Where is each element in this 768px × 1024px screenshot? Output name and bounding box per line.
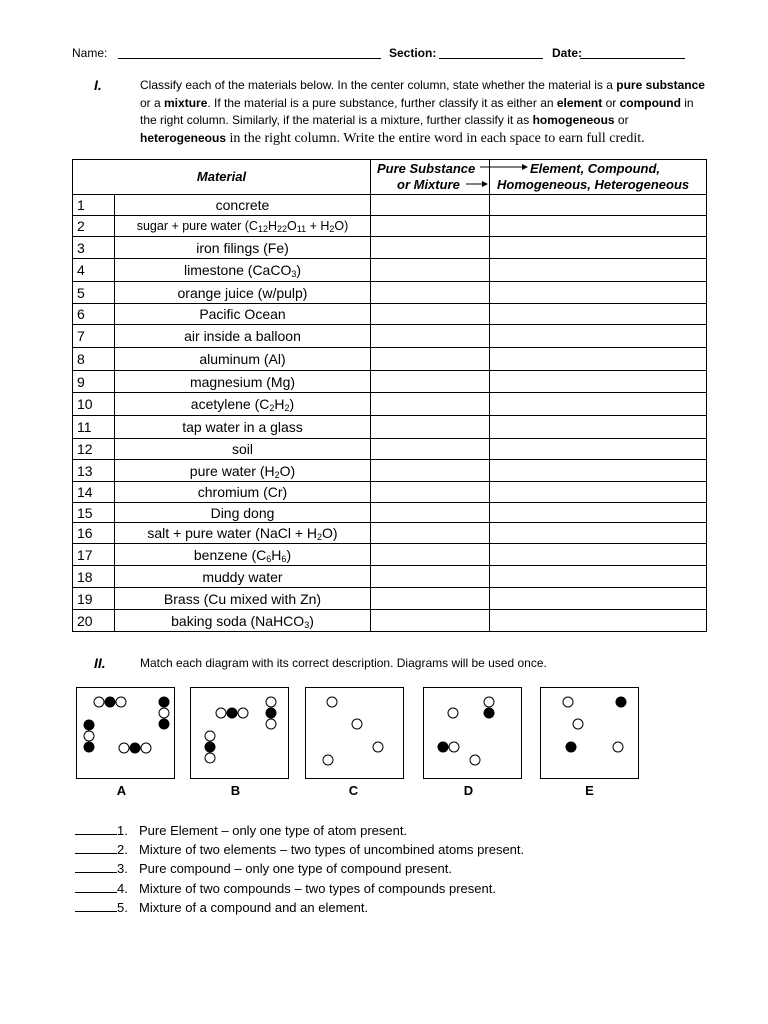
- row-number: 18: [73, 566, 115, 588]
- atom-black: [438, 742, 449, 753]
- row-number: 1: [73, 195, 115, 216]
- instruction-text: in the right column. Write the entire word in each space to earn full credit.: [226, 130, 645, 146]
- table-row: [73, 610, 707, 632]
- match-description: Pure compound – only one type of compound present.: [139, 861, 452, 877]
- atom-white: [205, 731, 215, 741]
- instruction-text: mixture: [164, 95, 208, 110]
- classification-answer[interactable]: [490, 282, 707, 304]
- atom-white: [323, 755, 333, 765]
- match-number: 4.: [117, 880, 128, 896]
- pure-or-mixture-answer[interactable]: [371, 503, 490, 523]
- match-description: Mixture of two elements – two types of uncombined atoms present.: [139, 842, 525, 858]
- part-one-numeral: I.: [94, 77, 102, 93]
- table-row: [73, 460, 707, 482]
- table-row: [73, 503, 707, 523]
- classification-answer[interactable]: [490, 216, 707, 237]
- diagram-label-d: D: [463, 783, 474, 798]
- match-description: Mixture of a compound and an element.: [139, 899, 369, 915]
- atom-white: [84, 731, 94, 741]
- atom-white: [205, 753, 215, 763]
- atom-white: [159, 708, 169, 718]
- classification-answer[interactable]: [490, 348, 707, 371]
- answer-blank[interactable]: [75, 860, 117, 873]
- table-row: [73, 482, 707, 503]
- material-cell: concrete: [115, 195, 371, 216]
- classification-answer[interactable]: [490, 588, 707, 610]
- table-row: [73, 439, 707, 460]
- table-row: [73, 304, 707, 325]
- pure-or-mixture-answer[interactable]: [371, 566, 490, 588]
- classification-answer[interactable]: [490, 304, 707, 325]
- table-row: [73, 216, 707, 237]
- row-number: 20: [73, 610, 115, 632]
- material-cell: limestone (CaCO$_3$): [115, 259, 371, 282]
- atom-white: [352, 719, 362, 729]
- material-cell: sugar + pure water $(C_{12}H_{22}O_{11} + H_2O)$: [115, 216, 371, 237]
- pure-or-mixture-answer[interactable]: [371, 416, 490, 439]
- material-cell: Pacific Ocean: [115, 304, 371, 325]
- pure-header-line1: Pure Substance: [377, 161, 476, 176]
- answer-blank[interactable]: [75, 822, 117, 835]
- pure-or-mixture-answer[interactable]: [371, 393, 490, 416]
- table-row: [73, 371, 707, 393]
- section-field[interactable]: [439, 58, 543, 59]
- classification-answer[interactable]: [490, 416, 707, 439]
- match-item: [75, 841, 524, 857]
- table-row: [73, 237, 707, 259]
- atom-white: [266, 719, 276, 729]
- classification-answer[interactable]: [490, 237, 707, 259]
- pure-or-mixture-answer[interactable]: [371, 304, 490, 325]
- match-item: [75, 899, 368, 915]
- arrow-right-icon: [480, 164, 528, 170]
- answer-blank[interactable]: [75, 841, 117, 854]
- date-field[interactable]: [580, 58, 685, 59]
- instruction-text: . If the material is a pure substance, further classify it as either an: [207, 95, 557, 110]
- pure-or-mixture-answer[interactable]: [371, 610, 490, 632]
- classification-answer[interactable]: [490, 566, 707, 588]
- row-number: 10: [73, 393, 115, 416]
- section-label: Section:: [389, 46, 437, 60]
- row-number: 5: [73, 282, 115, 304]
- row-number: 3: [73, 237, 115, 259]
- pure-or-mixture-answer[interactable]: [371, 588, 490, 610]
- row-number: 17: [73, 544, 115, 566]
- material-cell: salt + pure water (NaCl + $H_2O$): [115, 523, 371, 544]
- instruction-text: heterogeneous: [140, 130, 227, 145]
- part-two-instructions: Match each diagram with its correct description. Diagrams will be used once.: [140, 656, 547, 670]
- atom-white: [448, 708, 458, 718]
- atom-white: [266, 697, 276, 707]
- table-row: [73, 588, 707, 610]
- atom-black: [105, 697, 116, 708]
- instruction-text: in the right column. Similarly, if the material is a mixture, further classify it as: [140, 95, 694, 127]
- classification-answer[interactable]: [490, 460, 707, 482]
- atom-white: [573, 719, 583, 729]
- instruction-text: or: [602, 95, 620, 110]
- atom-black: [159, 697, 170, 708]
- instruction-text: or a: [140, 95, 165, 110]
- material-cell: acetylene $(C_2H_2)$: [115, 393, 371, 416]
- pure-or-mixture-answer[interactable]: [371, 460, 490, 482]
- table-row: [73, 348, 707, 371]
- diagram-label-a: A: [116, 783, 127, 798]
- row-number: 8: [73, 348, 115, 371]
- material-cell: muddy water: [115, 566, 371, 588]
- classification-answer[interactable]: [490, 439, 707, 460]
- material-cell: air inside a balloon: [115, 325, 371, 348]
- classification-answer[interactable]: [490, 523, 707, 544]
- classification-answer[interactable]: [490, 259, 707, 282]
- pure-or-mixture-answer[interactable]: [371, 482, 490, 503]
- diagram-d: [423, 687, 522, 779]
- row-number: 7: [73, 325, 115, 348]
- row-number: 9: [73, 371, 115, 393]
- material-cell: pure water $(H_2O)$: [115, 460, 371, 482]
- match-number: 2.: [117, 842, 128, 858]
- diagram-e: [540, 687, 639, 779]
- atom-white: [484, 697, 494, 707]
- row-number: 16: [73, 523, 115, 544]
- table-row: [73, 523, 707, 544]
- table-row: [73, 259, 707, 282]
- atom-black: [616, 697, 627, 708]
- atom-white: [449, 742, 459, 752]
- atom-white: [119, 743, 129, 753]
- atom-white: [613, 742, 623, 752]
- diagram-label-b: B: [230, 783, 241, 798]
- row-number: 15: [73, 503, 115, 523]
- material-cell: magnesium (Mg): [115, 371, 371, 393]
- material-cell: iron filings (Fe): [115, 237, 371, 259]
- atom-white: [116, 697, 126, 707]
- material-cell: orange juice (w/pulp): [115, 282, 371, 304]
- pure-or-mixture-answer[interactable]: [371, 348, 490, 371]
- class-header-line1: Element, Compound,: [530, 161, 660, 176]
- date-label: Date:: [552, 46, 583, 60]
- atom-black: [84, 742, 95, 753]
- row-number: 12: [73, 439, 115, 460]
- row-number: 11: [73, 416, 115, 439]
- table-row: [73, 416, 707, 439]
- table-row: [73, 282, 707, 304]
- pure-or-mixture-answer[interactable]: [371, 237, 490, 259]
- row-number: 14: [73, 482, 115, 503]
- classification-answer[interactable]: [490, 325, 707, 348]
- row-number: 4: [73, 259, 115, 282]
- instruction-text: or: [614, 113, 629, 127]
- atom-white: [141, 743, 151, 753]
- row-number: 6: [73, 304, 115, 325]
- match-number: 3.: [117, 861, 128, 877]
- pure-or-mixture-answer[interactable]: [371, 195, 490, 216]
- atom-black: [484, 708, 495, 719]
- pure-or-mixture-header: [371, 160, 490, 195]
- material-cell: tap water in a glass: [115, 416, 371, 439]
- part-one-instructions: [140, 77, 705, 147]
- diagram-label-e: E: [585, 783, 594, 798]
- name-field[interactable]: [118, 58, 381, 59]
- header-arrows: [478, 162, 528, 192]
- material-cell: chromium (Cr): [115, 482, 371, 503]
- classification-table: [72, 159, 707, 632]
- atom-white: [563, 697, 573, 707]
- atom-black: [566, 742, 577, 753]
- classification-answer[interactable]: [490, 503, 707, 523]
- answer-blank[interactable]: [75, 899, 117, 912]
- pure-or-mixture-answer[interactable]: [371, 282, 490, 304]
- diagram-b: [190, 687, 289, 779]
- classification-answer[interactable]: [490, 195, 707, 216]
- table-row: [73, 195, 707, 216]
- atom-white: [216, 708, 226, 718]
- match-number: 5.: [117, 899, 128, 915]
- material-cell: aluminum (Al): [115, 348, 371, 371]
- diagram-c: [305, 687, 404, 779]
- classification-answer[interactable]: [490, 393, 707, 416]
- instruction-text: element: [556, 95, 603, 110]
- pure-or-mixture-answer[interactable]: [371, 325, 490, 348]
- atom-white: [470, 755, 480, 765]
- table-row: [73, 544, 707, 566]
- table-row: [73, 566, 707, 588]
- pure-or-mixture-answer[interactable]: [371, 523, 490, 544]
- atom-black: [159, 719, 170, 730]
- material-cell: Ding dong: [115, 503, 371, 523]
- atom-black: [84, 720, 95, 731]
- material-cell: Brass (Cu mixed with Zn): [115, 588, 371, 610]
- pure-or-mixture-answer[interactable]: [371, 216, 490, 237]
- match-item: [75, 860, 452, 876]
- material-cell: benzene $(C_6H_6)$: [115, 544, 371, 566]
- match-description: Pure Element – only one type of atom present.: [139, 823, 408, 838]
- table-row: [73, 393, 707, 416]
- atom-black: [205, 742, 216, 753]
- instruction-text: Classify each of the materials below. In the center column, state whether the material is a: [140, 78, 617, 92]
- pure-or-mixture-answer[interactable]: [371, 259, 490, 282]
- row-number: 13: [73, 460, 115, 482]
- diagram-label-c: C: [348, 783, 359, 798]
- part-two-numeral: II.: [94, 655, 106, 671]
- table-row: [73, 325, 707, 348]
- pure-header-line2: or Mixture: [397, 177, 460, 192]
- classification-answer[interactable]: [490, 482, 707, 503]
- atom-white: [238, 708, 248, 718]
- atom-white: [94, 697, 104, 707]
- match-item: [75, 880, 496, 896]
- instruction-text: homogeneous: [532, 113, 615, 127]
- material-cell: baking soda (NaHCO$_3$): [115, 610, 371, 632]
- atom-black: [266, 708, 277, 719]
- classification-answer[interactable]: [490, 544, 707, 566]
- material-cell: soil: [115, 439, 371, 460]
- pure-or-mixture-answer[interactable]: [371, 439, 490, 460]
- answer-blank[interactable]: [75, 880, 117, 893]
- material-header: Material: [73, 160, 371, 195]
- class-header-line2: Homogeneous, Heterogeneous: [497, 177, 690, 192]
- atom-white: [373, 742, 383, 752]
- instruction-text: pure substance: [616, 78, 705, 92]
- match-number: 1.: [117, 823, 128, 838]
- name-label: Name:: [72, 46, 108, 60]
- match-description: Mixture of two compounds – two types of compounds present.: [139, 880, 496, 896]
- atom-black: [227, 708, 238, 719]
- classification-answer[interactable]: [490, 610, 707, 632]
- instruction-text: compound: [619, 95, 681, 110]
- classification-answer[interactable]: [490, 371, 707, 393]
- row-number: 2: [73, 216, 115, 237]
- atom-black: [130, 743, 141, 754]
- header: [72, 46, 712, 62]
- diagram-a: [76, 687, 175, 779]
- row-number: 19: [73, 588, 115, 610]
- atom-white: [327, 697, 337, 707]
- match-item: [75, 822, 407, 838]
- pure-or-mixture-answer[interactable]: [371, 544, 490, 566]
- pure-or-mixture-answer[interactable]: [371, 371, 490, 393]
